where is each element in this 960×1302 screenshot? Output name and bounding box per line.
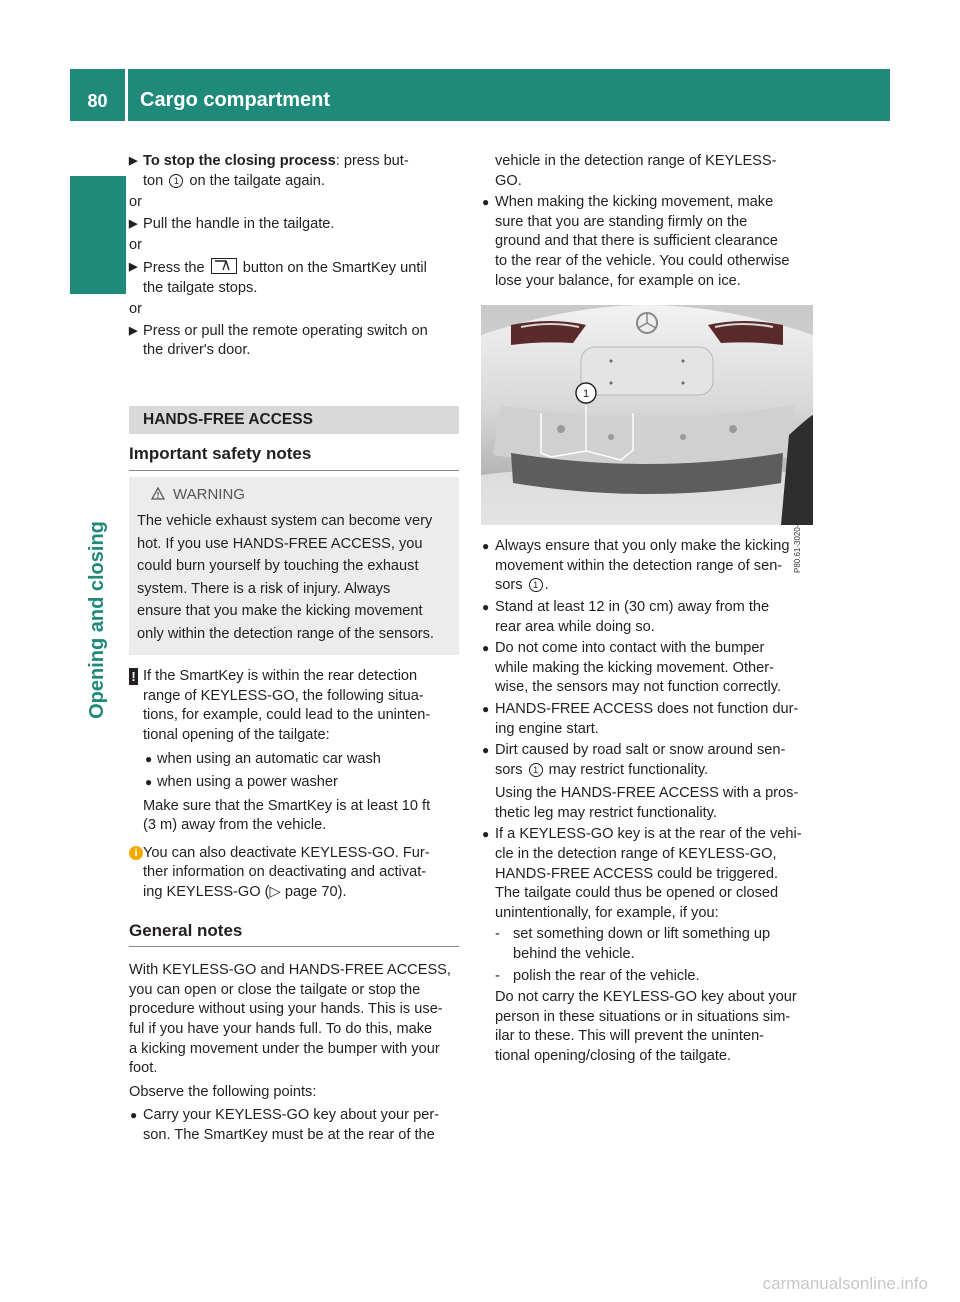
step-arrow-icon: ▶ [129,260,138,273]
warning-line: system. There is a risk of injury. Always [137,580,391,597]
left-column [129,152,459,1146]
bullet-text: Do not come into contact with the bumper [495,640,765,657]
step-arrow-icon: ▶ [129,324,138,337]
page-ref-arrow-icon: ▷ [269,884,281,901]
warning-box [129,477,459,656]
callout-1-icon: 1 [529,763,543,777]
bullet-text: movement within the detection range of sen- [495,557,783,574]
general-notes-paragraph [129,961,459,1079]
chapter-label: Opening and closing [86,521,108,719]
bullet-engine-start [481,700,813,739]
bullet-text: HANDS-FREE ACCESS could be triggered. [495,865,779,882]
step-arrow-icon: ▶ [129,155,138,167]
notice-after [129,797,459,836]
section-title: HANDS-FREE ACCESS [129,406,459,434]
final-paragraph [481,988,813,1066]
bullet-no-contact [481,639,813,698]
info-line [143,883,459,903]
bullet-icon: ● [130,1108,138,1123]
or-text: or [129,301,142,318]
warning-line: The vehicle exhaust system can become very [137,513,433,530]
step-stop-closing [129,152,459,191]
bullet-text: When making the kicking movement, make [495,194,774,211]
or-text: or [129,194,142,211]
bullet-carry-key [129,1106,459,1145]
paragraph-line: procedure without using your hands. This is use- [129,1001,443,1018]
notice-line: tions, for example, could lead to the uninten- [143,707,431,724]
notice-block [129,667,459,745]
step-text: : press but- [335,153,409,169]
bullet-text: Using the HANDS-FREE ACCESS with a pros- [495,785,799,802]
page-title: Cargo compartment [140,89,331,111]
step-bold-label: To stop the closing process [143,153,336,169]
warning-line: only within the detection range of the sensors. [137,625,434,642]
warning-line: could burn yourself by touching the exhaust [137,558,419,575]
step-text: button on the SmartKey until [238,259,427,276]
bullet-text: Carry your KEYLESS-GO key about your per- [143,1107,440,1124]
dash-text: polish the rear of the vehicle. [513,967,700,984]
bullet-continuation [481,152,813,191]
step-text: the driver's door. [143,342,251,359]
step-pull-handle [129,215,459,235]
paragraph-line: you can open or close the tailgate or stop the [129,981,421,998]
step-text: ton [143,172,168,189]
info-icon: i [129,846,143,860]
dash-item [481,925,813,964]
info-line: ther information on deactivating and activat- [143,864,427,881]
bullet-text: Dirt caused by road salt or snow around sen- [495,742,786,759]
bullet-key-rear [481,825,813,923]
bullet-text: cle in the detection range of KEYLESS-GO, [495,846,777,863]
paragraph-line: Do not carry the KEYLESS-GO key about your [495,989,797,1006]
bullet-detection-range [481,537,813,596]
info-line: You can also deactivate KEYLESS-GO. Fur- [143,844,430,861]
page-number: 80 [87,91,108,111]
figure-callout-1: 1 [582,388,590,401]
bullet-text: lose your balance, for example on ice. [495,272,741,289]
paragraph-line: With KEYLESS-GO and HANDS-FREE ACCESS, [129,962,451,979]
bullet-text [495,576,813,596]
step-arrow-icon: ▶ [129,217,138,230]
warning-line: hot. If you use HANDS-FREE ACCESS, you [137,535,423,552]
notice-exclamation-icon: ! [129,668,138,685]
dash-text: behind the vehicle. [513,946,635,963]
bullet-text-part: sors [495,577,527,594]
bullet-text-part: sors [495,761,527,778]
step-text: on the tailgate again. [185,172,325,189]
bullet-text: The tailgate could thus be opened or closed [495,885,779,902]
info-block [129,844,459,903]
bullet-text-part: . [544,577,549,594]
bullet-text: unintentionally, for example, if you: [495,904,719,921]
bullet-text: vehicle in the detection range of KEYLESS- [495,153,777,169]
bullet-icon: ● [482,701,490,716]
warning-title: WARNING [173,485,245,503]
dash-icon: - [495,926,500,943]
bullet-icon: ● [482,539,490,554]
bullet-text: to the rear of the vehicle. You could otherwise [495,252,790,269]
or-text: or [129,237,142,254]
bullet-text: when using an automatic car wash [157,750,381,767]
bullet-text: thetic leg may restrict functionality. [495,804,717,821]
step-text: Press the [143,259,209,276]
bullet-text: rear area while doing so. [495,618,655,635]
bullet-icon: ● [482,599,490,614]
bullet-text: when using a power washer [157,774,338,791]
step-text: Pull the handle in the tailgate. [143,215,335,232]
notice-line: Make sure that the SmartKey is at least 10 ft [143,797,431,814]
subheading-safety: Important safety notes [129,444,459,471]
bullet-icon: ● [482,641,490,656]
notice-line: (3 m) away from the vehicle. [143,817,327,834]
step-text: Press or pull the remote operating switch on [143,322,428,339]
bullet-text: GO. [495,172,522,189]
callout-1-icon: 1 [169,174,183,188]
bullet-text [495,761,813,781]
observe-text: Observe the following points: [129,1083,317,1100]
bullet-text: wise, the sensors may not function correctly. [495,679,782,696]
chapter-tab [70,176,126,294]
callout-1-icon: 1 [529,578,543,592]
dash-text: set something down or lift something up [513,926,771,943]
bullet-stand-distance [481,598,813,637]
bullet-text: ing engine start. [495,720,599,737]
bullet-icon: ● [482,743,490,758]
subheading-general: General notes [129,921,459,948]
paragraph-line: tional opening/closing of the tailgate. [495,1048,732,1064]
bullet-icon: ● [145,775,153,790]
header-divider [125,69,128,121]
warning-header [137,485,451,505]
bullet-text: while making the kicking movement. Other- [495,659,775,676]
paragraph-line: person in these situations or in situations sim- [495,1008,791,1025]
notice-bullet [129,750,459,770]
notice-line: range of KEYLESS-GO, the following situa- [143,687,424,704]
bullet-text: Always ensure that you only make the kicking [495,538,790,555]
bullet-icon: ● [145,751,153,766]
bullet-text: If a KEYLESS-GO key is at the rear of the vehi- [495,826,802,843]
dash-item [481,967,813,987]
bullet-text: Stand at least 12 in (30 cm) away from the [495,598,770,615]
info-text: ing KEYLESS-GO ( [143,884,270,901]
bullet-text: sure that you are standing firmly on the [495,213,748,230]
paragraph-line: ilar to these. This will prevent the uninten- [495,1028,765,1045]
watermark-logo: carmanualsonline.info [762,1274,928,1293]
bullet-text-part: may restrict functionality. [544,761,709,778]
bullet-icon: ● [482,827,490,842]
step-press-button [129,258,459,298]
paragraph-line: a kicking movement under the bumper with your [129,1040,440,1057]
paragraph-line: ful if you have your hands full. To do this, make [129,1021,433,1038]
bullet-kicking [481,193,813,291]
notice-bullet [129,773,459,793]
step-text: the tailgate stops. [143,279,258,296]
car-rear-illustration [481,305,813,525]
right-column [481,152,813,1067]
paragraph-line: foot. [129,1060,158,1077]
bullet-text: ground and that there is sufficient clearance [495,233,778,250]
page-ref-link[interactable]: page 70). [284,884,347,901]
bullet-text: HANDS-FREE ACCESS does not function dur- [495,700,799,717]
bullet-text: son. The SmartKey must be at the rear of the [143,1127,435,1143]
bullet-icon: ● [482,195,490,210]
figure-code: P80.61-3020-31 [792,515,802,573]
bullet-dirt [481,741,813,823]
tailgate-button-icon [211,258,237,274]
step-remote-switch [129,322,459,361]
dash-icon: - [495,967,500,984]
warning-text [137,510,451,645]
warning-line: ensure that you make the kicking movement [137,603,423,620]
notice-line: tional opening of the tailgate: [143,726,330,743]
warning-triangle-icon [151,487,165,500]
notice-line: If the SmartKey is within the rear detection [143,668,418,685]
